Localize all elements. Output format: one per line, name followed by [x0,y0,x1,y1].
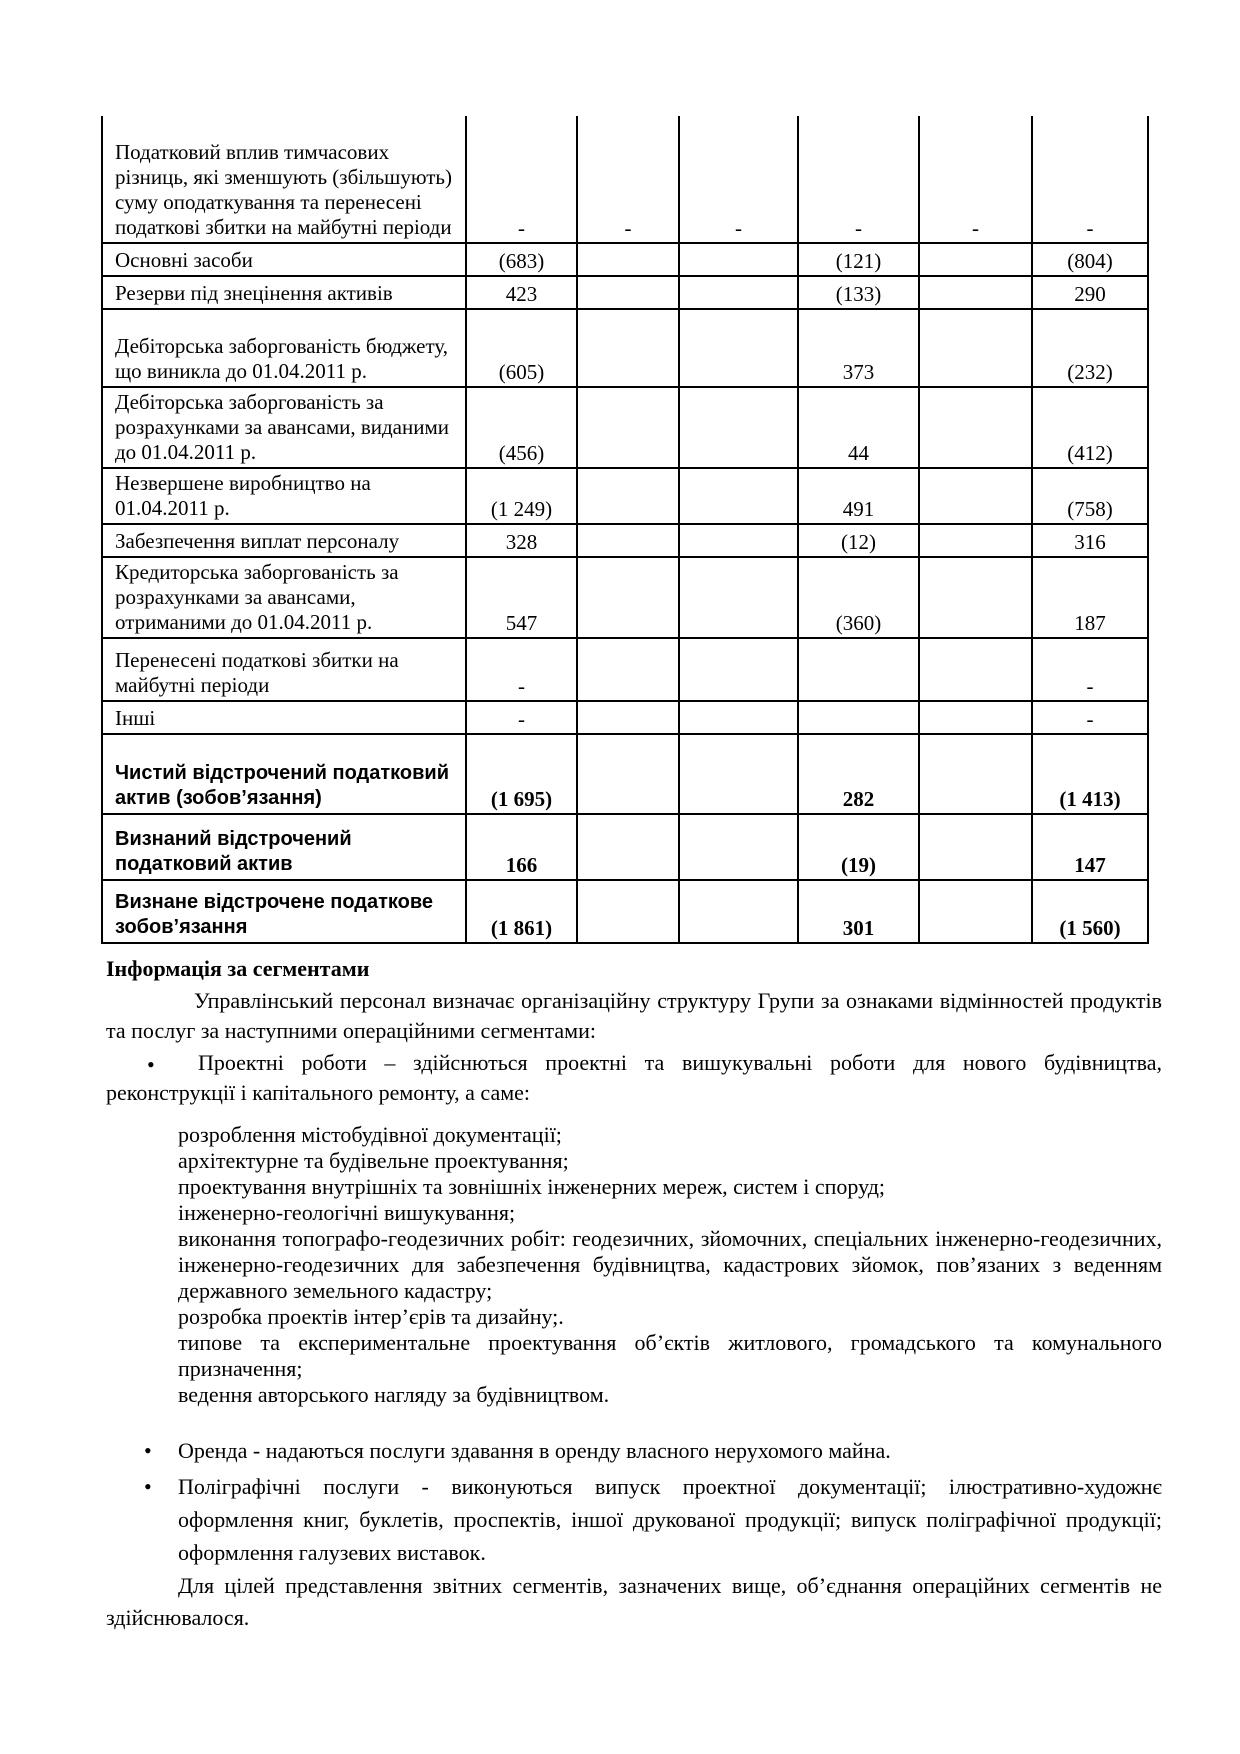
table-cell: 316 [1032,524,1148,557]
table-cell [798,638,919,701]
table-cell: - [1032,116,1148,243]
table-body [102,116,1148,943]
table-cell [577,524,679,557]
table-cell [679,638,798,701]
table-cell [679,468,798,524]
table-cell: 547 [466,557,577,638]
table-cell: (121) [798,243,919,276]
list-item: проектування внутрішніх та зовнішніх інженерних мереж, систем і споруд; [178,1174,886,1199]
row-label: Інші [102,701,466,734]
table-cell: (232) [1032,309,1148,387]
bullet-printing: Поліграфічні послуги - виконуються випуск проектної документації; ілюстративно-художнє оформлення книг, буклетів, проспектів, іншої друкованої продукції; випуск поліграфічної продукції; оформлення галузевих виставок. [178,1474,1162,1565]
table-cell [919,243,1032,276]
table-cell: (133) [798,276,919,309]
table-cell [679,387,798,468]
row-label: Основні засоби [102,243,466,276]
table-cell [577,468,679,524]
bullet-marker: • [144,1438,152,1463]
list-item: розроблення містобудівної документації; [178,1122,562,1147]
table-cell [679,524,798,557]
table-cell: (412) [1032,387,1148,468]
table-cell [919,276,1032,309]
table-cell: 301 [798,880,919,943]
table-cell [679,734,798,814]
table-cell [919,557,1032,638]
table-cell [919,638,1032,701]
table-cell [577,701,679,734]
table-cell: - [1032,701,1148,734]
table-row [102,701,1148,734]
row-label: Дебіторська заборгованість за розрахунками за авансами, виданими до 01.04.2011 р. [102,387,466,468]
table-cell: (1 695) [466,734,577,814]
table-cell [577,387,679,468]
table-cell [577,309,679,387]
table-cell [919,309,1032,387]
table-row [102,814,1148,880]
table-cell: 290 [1032,276,1148,309]
table-row [102,734,1148,814]
table-cell [577,734,679,814]
table-cell [679,276,798,309]
table-cell: 373 [798,309,919,387]
table-cell: 491 [798,468,919,524]
table-cell: - [798,116,919,243]
table-cell [679,701,798,734]
closing-paragraph: Для цілей представлення звітних сегментів, зазначених вище, об’єднання операційних сегментів не здійснювалося. [106,1573,1162,1630]
table-cell: 166 [466,814,577,880]
row-label: Кредиторська заборгованість за розрахунками за авансами, отриманими до 01.04.2011 р. [102,557,466,638]
table-row [102,638,1148,701]
list-item: архітектурне та будівельне проектування; [178,1148,569,1173]
project-subitems [178,1122,1162,1408]
table-cell [919,734,1032,814]
table-cell [679,814,798,880]
table-cell: - [577,116,679,243]
list-item: типове та експериментальне проектування об’єктів житлового, громадського та комунального призначення; [178,1330,1162,1381]
table-cell [577,557,679,638]
table-cell: (1 560) [1032,880,1148,943]
row-label: Незвершене виробництво на 01.04.2011 р. [102,468,466,524]
table-cell: (456) [466,387,577,468]
list-item: інженерно-геологічні вишукування; [178,1200,516,1225]
table-cell [577,243,679,276]
bullet-projects: Проектні роботи – здійснються проектні та вишукувальні роботи для нового будівництва, реконструкції і капітального ремонту, а саме: [106,1050,1162,1105]
section-heading: Інформація за сегментами [106,956,370,981]
intro-paragraph: Управлінський персонал визначає організаційну структуру Групи за ознаками відмінностей продуктів та послуг за наступними операційними сегментами: [106,988,1162,1043]
table-cell: 328 [466,524,577,557]
table-row [102,116,1148,243]
row-label: Податковий вплив тимчасових різниць, які зменшують (збільшують) суму оподаткування та перенесені податкові збитки на майбутні періоди [102,116,466,243]
row-label: Дебіторська заборгованість бюджету, що виникла до 01.04.2011 р. [102,309,466,387]
table-cell [919,468,1032,524]
table-cell [679,309,798,387]
table-row [102,243,1148,276]
table-row [102,524,1148,557]
table-cell: (360) [798,557,919,638]
row-label: Визнаний відстрочений податковий актив [102,814,466,880]
table-cell [577,638,679,701]
table-cell: 423 [466,276,577,309]
table-cell [577,814,679,880]
bullet-marker: • [144,1474,152,1499]
table-cell: (804) [1032,243,1148,276]
table-cell: (605) [466,309,577,387]
table-row [102,557,1148,638]
row-label: Резерви під знецінення активів [102,276,466,309]
row-label: Чистий відстрочений податковий актив (зобов’язання) [102,734,466,814]
table-cell [577,880,679,943]
table-cell [919,880,1032,943]
row-label: Визнане відстрочене податкове зобов’язання [102,880,466,943]
bullet-marker: • [147,1052,155,1077]
table-cell: (1 249) [466,468,577,524]
table-cell [919,524,1032,557]
table-cell: 147 [1032,814,1148,880]
row-label: Забезпечення виплат персоналу [102,524,466,557]
table-cell [919,814,1032,880]
table-row [102,880,1148,943]
table-cell: - [1032,638,1148,701]
table-cell: 187 [1032,557,1148,638]
table-cell [679,243,798,276]
table-cell: - [466,638,577,701]
table-cell [798,701,919,734]
table-row [102,309,1148,387]
table-row [102,276,1148,309]
table-cell: (758) [1032,468,1148,524]
table-cell: 282 [798,734,919,814]
table-row [102,387,1148,468]
table-cell [679,880,798,943]
row-label: Перенесені податкові збитки на майбутні періоди [102,638,466,701]
table-cell: - [679,116,798,243]
table-cell: 44 [798,387,919,468]
table-cell: - [466,701,577,734]
table-cell: - [466,116,577,243]
bullet-rent: Оренда - надаються послуги здавання в оренду власного нерухомого майна. [178,1438,891,1463]
list-item: розробка проектів інтер’єрів та дизайну;. [178,1304,564,1329]
table-cell [679,557,798,638]
list-item: ведення авторського нагляду за будівництвом. [178,1382,610,1407]
table-cell [577,276,679,309]
table-cell: (1 861) [466,880,577,943]
table-cell: - [919,116,1032,243]
table-row [102,468,1148,524]
table-cell: (19) [798,814,919,880]
table-cell: (1 413) [1032,734,1148,814]
list-item: виконання топографо-геодезичних робіт: геодезичних, зйомочних, спеціальних інженерно-геодезичних, інженерно-геодезичних для забезпечення будівництва, кадастрових зйомок, пов’язаних з веденням державного земельного кадастру; [178,1226,1162,1303]
table-cell [919,701,1032,734]
table-cell: (683) [466,243,577,276]
table-cell [919,387,1032,468]
table-cell: (12) [798,524,919,557]
deferred-tax-table [101,116,1149,944]
